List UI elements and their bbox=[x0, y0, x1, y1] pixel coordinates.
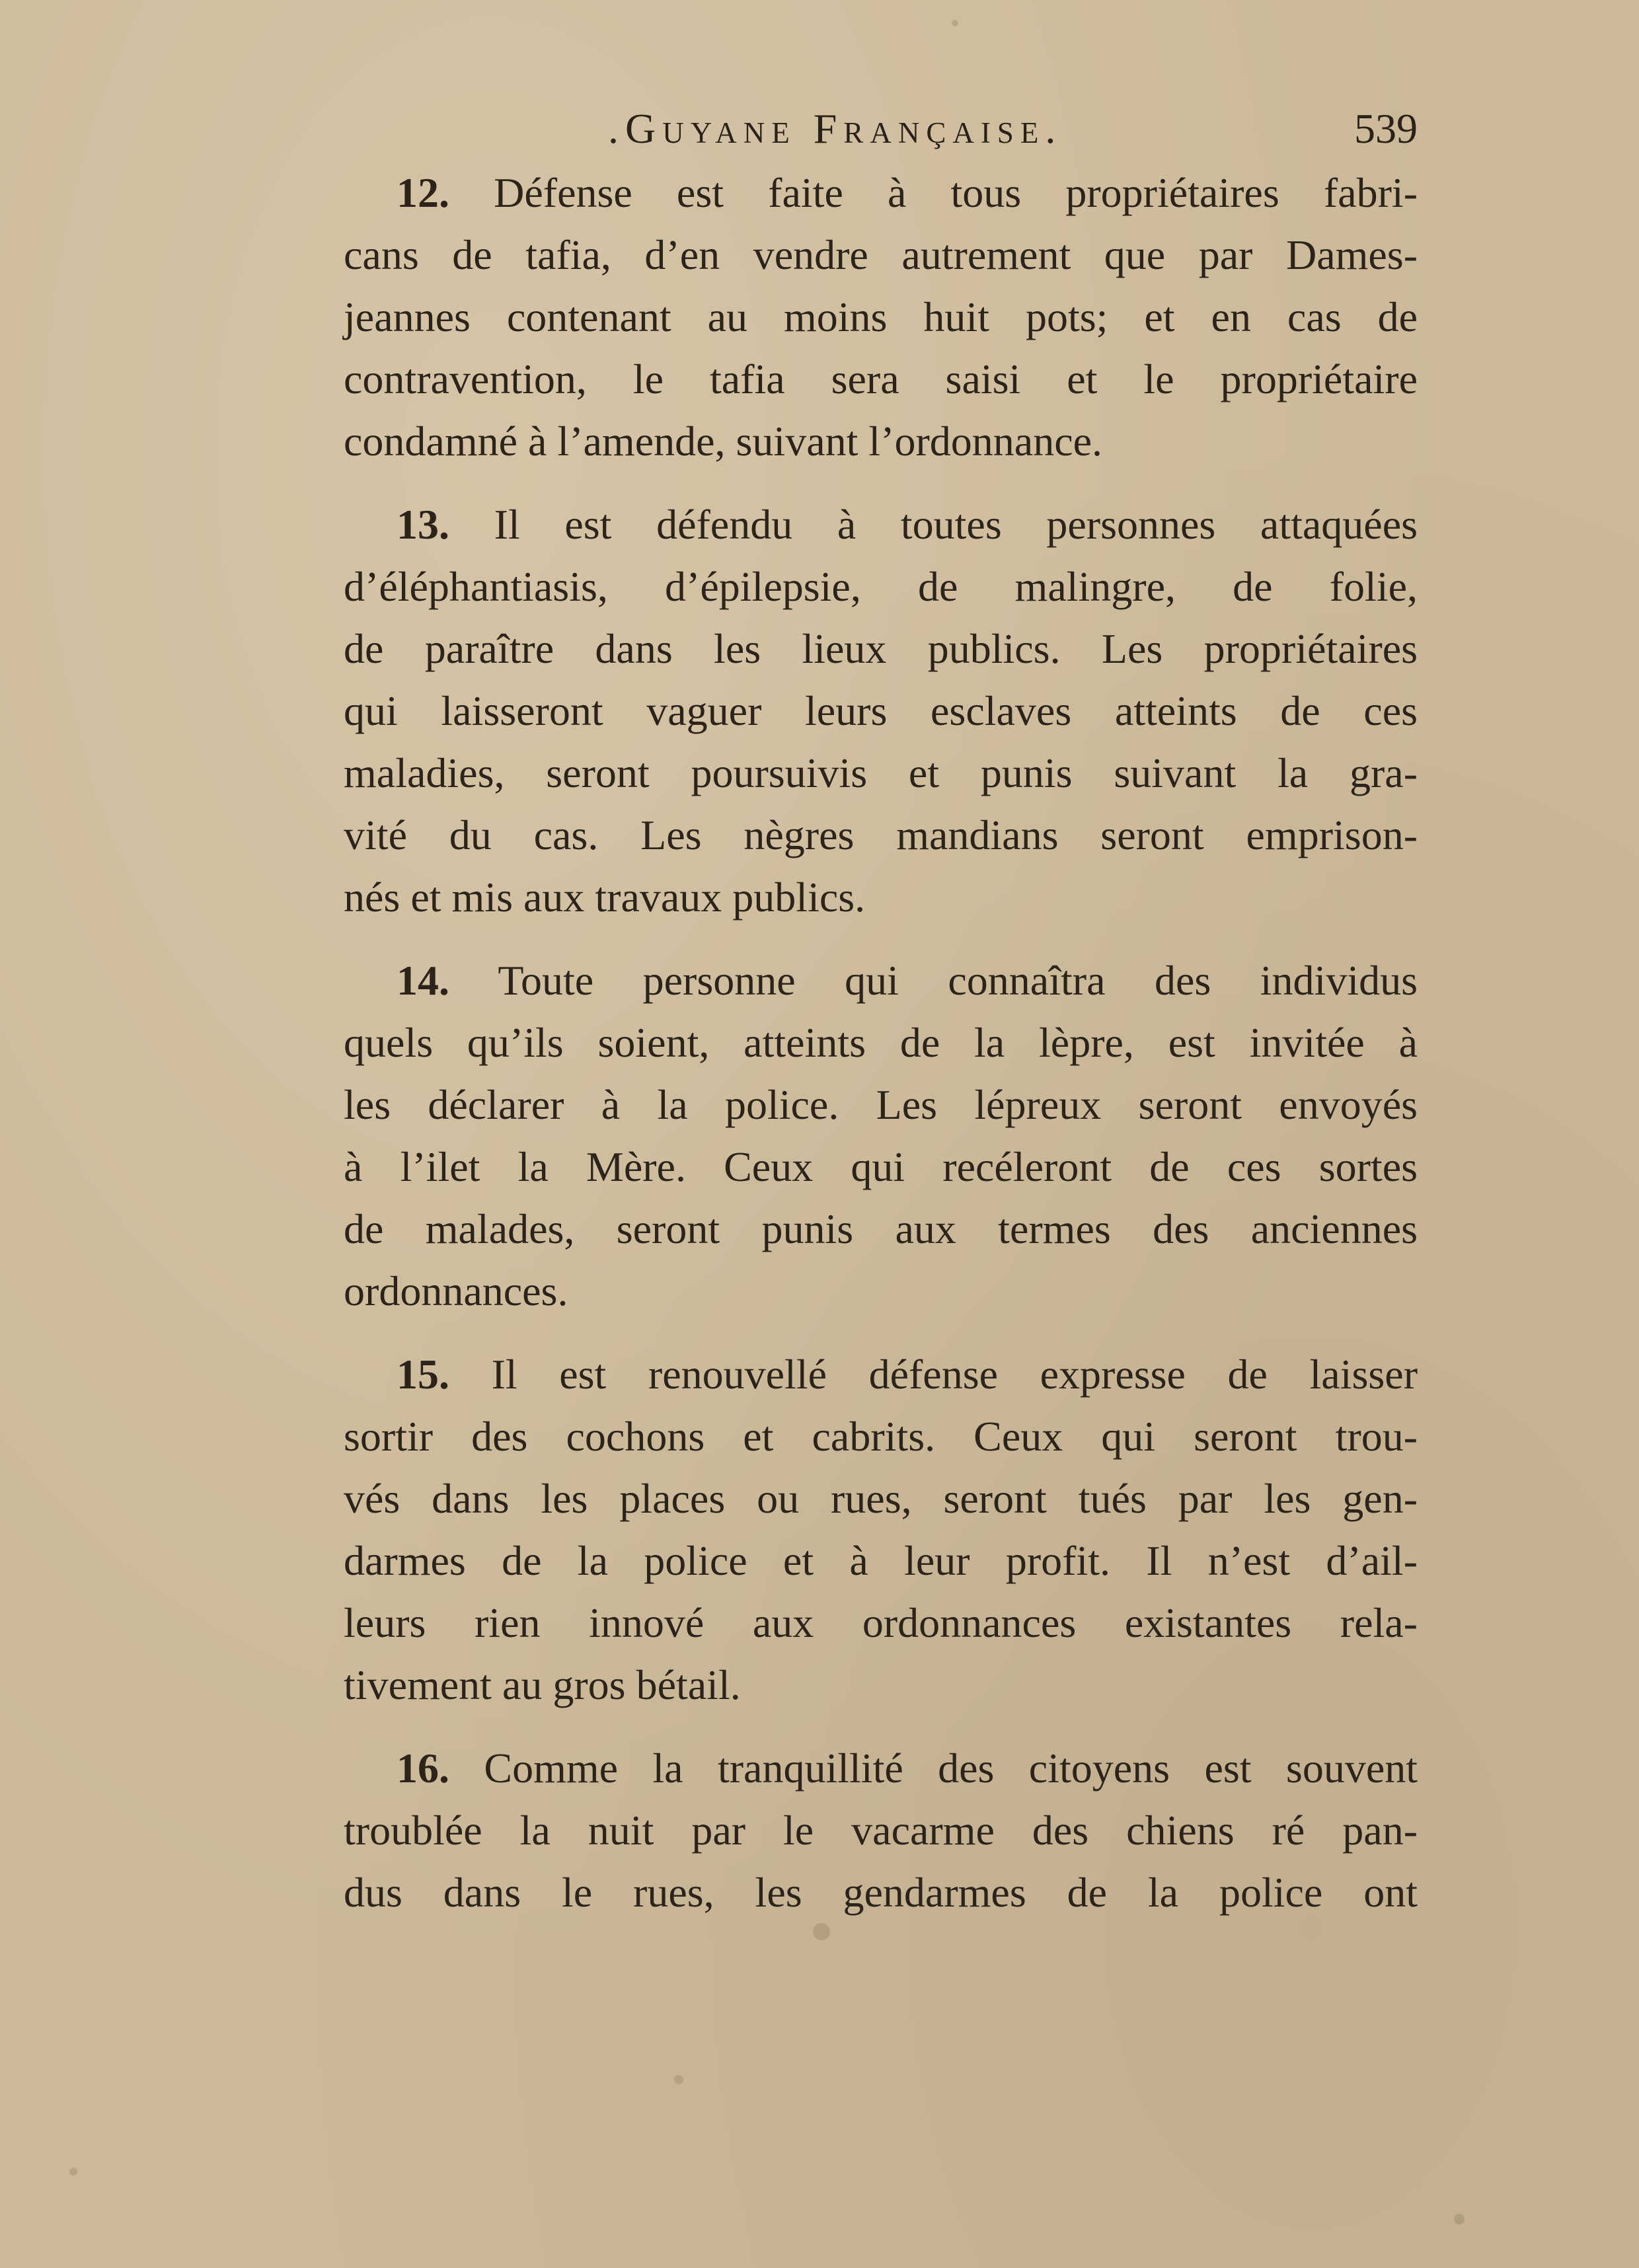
paper-stain bbox=[952, 20, 958, 26]
text-line bbox=[344, 494, 1418, 556]
paper-stain bbox=[69, 2168, 77, 2175]
text-line bbox=[344, 1737, 1418, 1799]
text-line: jeannes contenant au moins huit pots; et en cas de bbox=[344, 293, 1418, 340]
text-line: troublée la nuit par le vacarme des chiens ré pan- bbox=[344, 1807, 1418, 1854]
article-number: 16. bbox=[397, 1745, 449, 1792]
line-text: Comme la tranquillité des citoyens est souvent bbox=[484, 1745, 1418, 1792]
text-line: quels qu’ils soient, atteints de la lèpre, est invitée à bbox=[344, 1019, 1418, 1066]
text-line bbox=[344, 162, 1418, 224]
text-line: d’éléphantiasis, d’épilepsie, de malingre, de folie, bbox=[344, 563, 1418, 610]
text-line: tivement au gros bétail. bbox=[344, 1661, 741, 1708]
text-line: maladies, seront poursuivis et punis suivant la gra- bbox=[344, 749, 1418, 796]
line-text: Toute personne qui connaîtra des individus bbox=[498, 957, 1418, 1004]
article-14 bbox=[344, 950, 1418, 1322]
text-line bbox=[344, 950, 1418, 1012]
paper-stain bbox=[674, 2075, 683, 2084]
text-line: sortir des cochons et cabrits. Ceux qui seront trou- bbox=[344, 1413, 1418, 1460]
text-line: contravention, le tafia sera saisi et le propriétaire bbox=[344, 356, 1418, 402]
article-16 bbox=[344, 1737, 1418, 1924]
text-line: ordonnances. bbox=[344, 1267, 568, 1314]
paper-stain bbox=[1454, 2214, 1465, 2224]
article-number: 15. bbox=[397, 1351, 449, 1398]
text-line: vés dans les places ou rues, seront tués par les gen- bbox=[344, 1475, 1418, 1522]
article-number: 13. bbox=[397, 501, 449, 548]
text-line: nés et mis aux travaux publics. bbox=[344, 874, 866, 921]
text-line: darmes de la police et à leur profit. Il n’est d’ail- bbox=[344, 1537, 1418, 1584]
article-12 bbox=[344, 162, 1418, 472]
line-text: Défense est faite à tous propriétaires fabri- bbox=[494, 169, 1418, 216]
text-line: dus dans le rues, les gendarmes de la police ont bbox=[344, 1869, 1418, 1916]
text-line: les déclarer à la police. Les lépreux seront envoyés bbox=[344, 1081, 1418, 1128]
article-15 bbox=[344, 1343, 1418, 1716]
text-line: condamné à l’amende, suivant l’ordonnance. bbox=[344, 418, 1102, 465]
text-line: leurs rien innové aux ordonnances existantes rela- bbox=[344, 1599, 1418, 1646]
body-text bbox=[344, 162, 1418, 1945]
text-line: de malades, seront punis aux termes des anciennes bbox=[344, 1205, 1418, 1252]
text-line: vité du cas. Les nègres mandians seront emprison- bbox=[344, 812, 1418, 858]
text-line: cans de tafia, d’en vendre autrement que par Dames- bbox=[344, 231, 1418, 278]
running-header bbox=[344, 99, 1418, 159]
article-13 bbox=[344, 494, 1418, 928]
line-text: Il est défendu à toutes personnes attaquées bbox=[494, 501, 1418, 548]
text-line: de paraître dans les lieux publics. Les propriétaires bbox=[344, 625, 1418, 672]
article-number: 14. bbox=[397, 957, 449, 1004]
article-number: 12. bbox=[397, 169, 449, 216]
running-title: .Guyane Française. bbox=[608, 105, 1063, 152]
page-number: 539 bbox=[1354, 105, 1418, 152]
text-line: qui laisseront vaguer leurs esclaves atteints de ces bbox=[344, 687, 1418, 734]
line-text: Il est renouvellé défense expresse de laisser bbox=[491, 1351, 1418, 1398]
text-line bbox=[344, 1343, 1418, 1406]
text-line: à l’ilet la Mère. Ceux qui recéleront de ces sortes bbox=[344, 1143, 1418, 1190]
